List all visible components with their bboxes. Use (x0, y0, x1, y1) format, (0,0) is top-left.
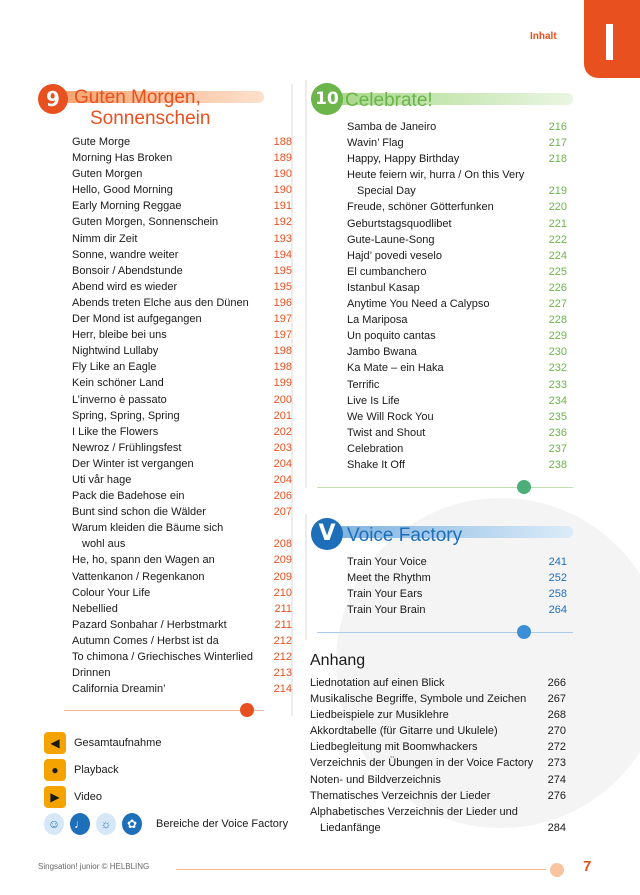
entry-title: Kein schöner Land (72, 377, 164, 390)
entry-page: 224 (548, 249, 567, 262)
entry-title: Verzeichnis der Übungen in der Voice Factory (310, 757, 534, 770)
anhang-section (310, 651, 566, 836)
entry-title: El cumbanchero (347, 265, 427, 278)
entry-page: 230 (548, 346, 567, 359)
entry-page: 212 (273, 634, 292, 647)
entry-page: 234 (548, 394, 567, 407)
page-number: 7 (583, 858, 592, 875)
toc-entry (347, 360, 567, 376)
entry-title: Heute feiern wir, hurra / On this Very (347, 169, 525, 182)
toc-entry (72, 633, 292, 649)
section-10 (305, 80, 571, 488)
toc-entry (72, 166, 292, 182)
footer-line (176, 869, 546, 870)
entry-page: 198 (273, 345, 292, 358)
entry-title: Hajd’ povedi veselo (347, 249, 442, 262)
entry-title: Alphabetisches Verzeichnis der Lieder und (310, 805, 518, 818)
section-10-dot (517, 480, 531, 494)
entry-page: 216 (548, 121, 567, 133)
entry-page: 228 (548, 314, 567, 327)
toc-entry (347, 264, 567, 280)
toc-entry (72, 359, 292, 375)
entry-title: Autumn Comes / Herbst ist da (72, 634, 219, 647)
legend-label: Playback (74, 764, 119, 776)
toc-entry (347, 280, 567, 296)
entry-page: 227 (548, 298, 567, 311)
toc-entry (72, 375, 292, 391)
ear-icon: ☼ (96, 813, 116, 835)
entry-page: 209 (273, 554, 292, 567)
voice-factory-header (307, 514, 571, 554)
entry-title: Ka Mate – ein Haka (347, 362, 444, 375)
toc-entry (72, 343, 292, 359)
entry-title: Bunt sind schon die Wälder (72, 506, 206, 519)
toc-entry (347, 377, 567, 393)
entry-page: 212 (273, 651, 292, 663)
entry-page: 232 (548, 362, 567, 375)
voice-factory-dot (517, 625, 531, 639)
entry-title: Anytime You Need a Calypso (347, 298, 490, 311)
entry-title: wohl aus (82, 538, 126, 551)
entry-page: 197 (273, 313, 292, 326)
entry-page: 222 (548, 233, 567, 246)
entry-page: 199 (273, 377, 292, 390)
toc-entry (310, 739, 566, 755)
toc-entry (310, 788, 566, 804)
entry-page: 210 (273, 586, 292, 599)
entry-title: To chimona / Griechisches Winterlied (72, 651, 253, 663)
toc-entry (347, 457, 567, 473)
entry-title: Freude, schöner Götterfunken (347, 201, 494, 214)
voice-icon: ☺ (44, 813, 64, 835)
section-10-divider (317, 487, 573, 488)
toc-entry (72, 617, 292, 633)
entry-title: Colour Your Life (72, 586, 151, 599)
voice-factory-letter: V (311, 518, 343, 550)
entry-title: Sonne, wandre weiter (72, 248, 179, 261)
entry-title: Uti vår hage (72, 473, 132, 486)
entry-page: 238 (548, 458, 567, 471)
footer-credit: Singsation! junior © HELBLING (38, 862, 150, 871)
entry-title: Thematisches Verzeichnis der Lieder (310, 789, 491, 802)
entry-page: 229 (548, 330, 567, 343)
entry-title: Nimm dir Zeit (72, 232, 138, 245)
toc-entry (347, 119, 567, 135)
entry-title: Twist and Shout (347, 426, 426, 439)
entry-title: Warum kleiden die Bäume sich (72, 522, 224, 535)
toc-entry (72, 440, 292, 456)
entry-page: 211 (274, 602, 292, 615)
entry-page: 226 (548, 281, 567, 294)
toc-entry (72, 279, 292, 295)
section-10-title: Celebrate! (345, 90, 433, 111)
toc-entry (72, 649, 292, 665)
entry-title: Istanbul Kasap (347, 281, 420, 294)
toc-entry (347, 586, 567, 602)
speaker-icon: ◀ (44, 732, 66, 754)
footer-dot (550, 863, 564, 877)
entry-page: 208 (273, 538, 292, 551)
toc-entry (347, 167, 567, 183)
toc-entry (72, 520, 292, 536)
entry-title: Der Winter ist vergangen (72, 457, 194, 470)
entry-title: Train Your Brain (347, 604, 426, 617)
entry-title: Morning Has Broken (72, 152, 173, 165)
microphone-icon: ● (44, 759, 66, 781)
entry-page: 200 (273, 393, 292, 406)
entry-title: Pack die Badehose ein (72, 490, 185, 503)
toc-entry (72, 569, 292, 585)
entry-page: 189 (273, 152, 292, 165)
entry-page: 272 (547, 741, 566, 754)
entry-title: Newroz / Frühlingsfest (72, 441, 182, 454)
toc-entry (72, 585, 292, 601)
toc-entry (347, 216, 567, 232)
voice-factory-divider (317, 632, 573, 633)
toc-entry (72, 182, 292, 198)
toc-entry (72, 263, 292, 279)
toc-entry (72, 295, 292, 311)
section-10-header (307, 80, 571, 119)
legend-label: Gesamtaufnahme (74, 737, 162, 749)
toc-entry (347, 248, 567, 264)
section-9-divider (64, 710, 264, 711)
section-9-list (72, 134, 292, 697)
entry-title: Fly Like an Eagle (72, 361, 157, 374)
entry-page: 206 (273, 490, 292, 503)
toc-entry (347, 199, 567, 215)
entry-title: We Will Rock You (347, 410, 434, 423)
toc-entry (72, 488, 292, 504)
toc-entry (310, 723, 566, 739)
chapter-tab (584, 0, 640, 78)
entry-page: 270 (547, 725, 566, 738)
toc-entry (72, 150, 292, 166)
section-9-number: 9 (38, 84, 68, 114)
legend-item-gesamtaufnahme (44, 732, 294, 759)
entry-title: La Mariposa (347, 314, 408, 327)
section-9 (38, 84, 293, 716)
entry-title: Liedbegleitung mit Boomwhackers (310, 741, 478, 754)
toc-entry (347, 344, 567, 360)
toc-entry (347, 328, 567, 344)
entry-title: Guten Morgen, Sonnenschein (72, 216, 219, 229)
entry-title: Noten- und Bildverzeichnis (310, 773, 441, 786)
entry-title: Happy, Happy Birthday (347, 153, 460, 166)
voice-factory-title: Voice Factory (347, 525, 463, 546)
entry-title: Jambo Bwana (347, 346, 417, 359)
entry-page: 195 (273, 280, 292, 293)
anhang-title: Anhang (310, 652, 366, 669)
toc-entry (347, 570, 567, 586)
section-9-title-1: Guten Morgen, (74, 87, 201, 108)
legend (44, 732, 294, 840)
entry-page: 193 (273, 232, 292, 245)
entry-title: Geburtstagsquodlibet (347, 217, 452, 230)
toc-entry (347, 409, 567, 425)
anhang-list (310, 675, 566, 836)
toc-entry (310, 755, 566, 771)
entry-title: Terrific (347, 378, 380, 391)
entry-page: 284 (547, 821, 566, 834)
toc-entry (72, 311, 292, 327)
entry-page: 267 (547, 693, 566, 706)
entry-title: Early Morning Reggae (72, 200, 182, 213)
tab-letter-bar (606, 24, 613, 60)
toc-entry (72, 214, 292, 230)
entry-title: Celebration (347, 442, 404, 455)
entry-page: 221 (548, 217, 567, 230)
toc-entry (72, 134, 292, 150)
toc-entry (347, 393, 567, 409)
toc-entry (72, 601, 292, 617)
legend-item-voice-factory (44, 813, 294, 840)
entry-title: Guten Morgen (72, 168, 143, 181)
section-10-number: 10 (311, 83, 343, 115)
toc-entry (72, 408, 292, 424)
header-label: Inhalt (530, 31, 557, 42)
legend-item-video (44, 786, 294, 813)
entry-page: 214 (273, 683, 292, 696)
entry-title: Gute Morge (72, 136, 131, 148)
entry-page: 268 (547, 709, 566, 722)
toc-entry (72, 681, 292, 697)
entry-page: 204 (273, 473, 292, 486)
entry-title: Nebellied (72, 602, 118, 615)
rhythm-icon: ♩ (70, 813, 90, 835)
entry-page: 204 (273, 457, 292, 470)
toc-entry (310, 820, 566, 836)
legend-item-playback (44, 759, 294, 786)
entry-page: 202 (273, 425, 292, 438)
entry-page: 237 (548, 442, 567, 455)
entry-page: 225 (548, 265, 567, 278)
toc-entry (347, 425, 567, 441)
entry-page: 276 (547, 789, 566, 802)
entry-title: Akkordtabelle (für Gitarre und Ukulele) (310, 725, 498, 738)
entry-title: Abend wird es wieder (72, 280, 178, 293)
voice-factory-section (305, 514, 571, 640)
entry-title: Train Your Ears (347, 588, 423, 601)
entry-page: 273 (547, 757, 566, 770)
toc-entry (347, 312, 567, 328)
toc-entry (72, 472, 292, 488)
section-9-title-2: Sonnenschein (90, 108, 211, 129)
toc-entry (347, 232, 567, 248)
toc-entry (310, 707, 566, 723)
entry-page: 197 (273, 329, 292, 342)
entry-title: Samba de Janeiro (347, 121, 437, 133)
toc-entry (347, 554, 567, 570)
toc-entry (347, 135, 567, 151)
entry-page: 190 (273, 168, 292, 181)
entry-page: 198 (273, 361, 292, 374)
entry-title: Der Mond ist aufgegangen (72, 313, 202, 326)
toc-entry (72, 247, 292, 263)
toc-entry (72, 552, 292, 568)
entry-page: 194 (273, 248, 292, 261)
entry-page: 196 (273, 296, 292, 309)
entry-page: 213 (273, 667, 292, 680)
toc-entry (72, 424, 292, 440)
entry-page: 241 (548, 556, 567, 568)
toc-entry (347, 296, 567, 312)
entry-title: Special Day (357, 185, 416, 198)
entry-page: 209 (273, 570, 292, 583)
entry-page: 203 (273, 441, 292, 454)
entry-page: 211 (274, 618, 292, 631)
entry-page: 258 (548, 588, 567, 601)
entry-page: 192 (273, 216, 292, 229)
entry-page: 233 (548, 378, 567, 391)
toc-entry (72, 536, 292, 552)
entry-title: Meet the Rhythm (347, 572, 431, 585)
section-10-list (347, 119, 567, 473)
entry-title: Nightwind Lullaby (72, 345, 159, 358)
entry-page: 266 (547, 677, 566, 689)
entry-title: Vattenkanon / Regenkanon (72, 570, 205, 583)
section-9-dot (240, 703, 254, 717)
brain-icon: ✿ (122, 813, 142, 835)
toc-entry (347, 602, 567, 618)
entry-page: 264 (548, 604, 567, 617)
entry-title: Abends treten Elche aus den Dünen (72, 296, 249, 309)
entry-page: 219 (548, 185, 567, 198)
entry-page: 190 (273, 184, 292, 197)
entry-page: 217 (548, 137, 567, 150)
entry-title: Bonsoir / Abendstunde (72, 264, 183, 277)
legend-label: Bereiche der Voice Factory (156, 818, 289, 830)
toc-entry (347, 441, 567, 457)
entry-title: He, ho, spann den Wagen an (72, 554, 215, 567)
entry-title: Liedanfänge (320, 821, 381, 834)
entry-page: 188 (273, 136, 292, 148)
entry-title: L’inverno è passato (72, 393, 167, 406)
entry-title: Train Your Voice (347, 556, 427, 568)
entry-page: 252 (548, 572, 567, 585)
toc-entry (72, 231, 292, 247)
entry-page: 207 (273, 506, 292, 519)
entry-title: Un poquito cantas (347, 330, 436, 343)
entry-title: Live Is Life (347, 394, 400, 407)
toc-entry (72, 456, 292, 472)
section-9-header (38, 84, 291, 134)
play-icon: ▶ (44, 786, 66, 808)
entry-title: Pazard Sonbahar / Herbstmarkt (72, 618, 227, 631)
entry-page: 220 (548, 201, 567, 214)
entry-title: Liednotation auf einen Blick (310, 677, 445, 689)
entry-page: 191 (273, 200, 292, 213)
entry-page: 236 (548, 426, 567, 439)
toc-entry (72, 392, 292, 408)
entry-title: Drinnen (72, 667, 111, 680)
entry-title: California Dreamin’ (72, 683, 166, 696)
toc-entry (72, 198, 292, 214)
entry-page: 218 (548, 153, 567, 166)
toc-entry (310, 772, 566, 788)
entry-title: Hello, Good Morning (72, 184, 173, 197)
toc-entry (72, 504, 292, 520)
entry-page: 235 (548, 410, 567, 423)
toc-entry (72, 665, 292, 681)
legend-label: Video (74, 791, 102, 803)
entry-title: I Like the Flowers (72, 425, 159, 438)
entry-title: Herr, bleibe bei uns (72, 329, 167, 342)
toc-entry (347, 183, 567, 199)
toc-entry (310, 804, 566, 820)
toc-entry (310, 675, 566, 691)
entry-title: Spring, Spring, Spring (72, 409, 180, 422)
entry-title: Shake It Off (347, 458, 405, 471)
toc-entry (72, 327, 292, 343)
entry-page: 201 (273, 409, 292, 422)
entry-title: Gute-Laune-Song (347, 233, 435, 246)
entry-page: 274 (547, 773, 566, 786)
entry-page: 195 (273, 264, 292, 277)
toc-entry (310, 691, 566, 707)
entry-title: Musikalische Begriffe, Symbole und Zeichen (310, 693, 527, 706)
voice-factory-list (347, 554, 567, 618)
toc-entry (347, 151, 567, 167)
entry-title: Liedbeispiele zur Musiklehre (310, 709, 449, 722)
entry-title: Wavin’ Flag (347, 137, 404, 150)
